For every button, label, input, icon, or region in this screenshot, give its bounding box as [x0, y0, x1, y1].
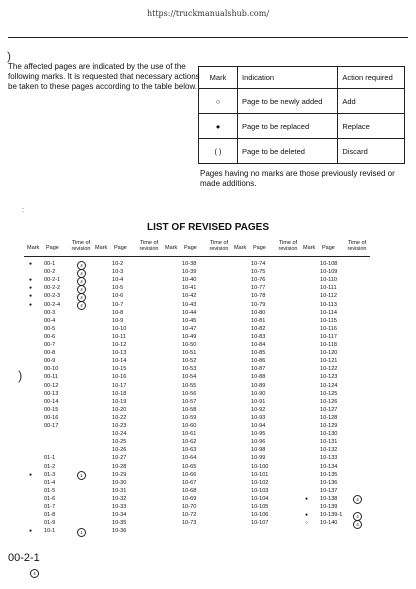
page-number: 10-140: [320, 520, 338, 527]
page-number: 10-44: [182, 309, 197, 316]
page-number: 10-104: [251, 495, 269, 502]
page-number: 10-116: [320, 325, 338, 332]
list-header-mark: Mark: [303, 245, 316, 251]
page-number: 10-63: [182, 447, 197, 454]
page-number: 10-129: [320, 423, 338, 429]
page-number: 10-73: [182, 520, 197, 527]
list-header-page: Page: [184, 245, 197, 251]
page-number: 10-36: [112, 528, 127, 535]
page-number: 10-106: [251, 512, 269, 519]
revision-badge: 1: [77, 471, 86, 480]
revision-badge: 1: [77, 528, 86, 537]
revision-badge: 4: [353, 520, 362, 529]
page-number: 10-86: [251, 358, 266, 365]
page-number: 10-7: [112, 301, 124, 308]
page-number: 10-38: [182, 261, 197, 267]
marks-action: Add: [338, 89, 405, 114]
revision-mark: ●: [29, 301, 33, 308]
page-number: 10-6: [112, 293, 124, 300]
marks-header-indication: Indication: [238, 67, 338, 89]
page-number: 10-55: [182, 382, 197, 389]
page-number: 10-9: [112, 317, 124, 324]
page-number: 00-13: [44, 390, 59, 397]
page-number: 00-2-4: [44, 301, 61, 308]
revision-mark: ●: [305, 512, 309, 519]
page-number: 00-5: [44, 325, 56, 332]
page-number: 10-84: [251, 342, 266, 348]
page-number: 10-40: [182, 277, 197, 284]
page-number: 10-20: [112, 406, 127, 413]
page-number: 10-72: [182, 512, 197, 519]
page-number: 00-12: [44, 382, 59, 389]
page-number: 10-96: [251, 439, 266, 446]
page-number: 10-10: [112, 325, 127, 332]
page-number: 10-115: [320, 317, 338, 324]
page-number: 10-19: [112, 398, 127, 405]
page-number: 10-45: [182, 317, 197, 324]
page-number: 00-10: [44, 366, 59, 373]
page-number: 00-2-3: [44, 293, 61, 300]
page-number: 10-79: [251, 301, 266, 308]
revision-mark: ●: [29, 261, 33, 267]
marks-action: Discard: [338, 139, 405, 164]
revision-badge: 4: [353, 512, 362, 521]
page-number: 10-68: [182, 487, 197, 494]
page-number: 10-51: [182, 350, 197, 357]
margin-mark: ): [18, 368, 23, 383]
page-number: 10-75: [251, 269, 266, 276]
marks-table-row: [199, 114, 405, 139]
page-number: 10-56: [182, 390, 197, 397]
page-number: 10-54: [182, 374, 197, 381]
page-number: 10-34: [112, 512, 127, 519]
new-page-mark: ○: [199, 89, 238, 114]
page-number: 10-25: [112, 439, 127, 446]
page-number: 10-41: [182, 285, 197, 292]
page-number: 10-39: [182, 269, 197, 276]
page-number: 00-7: [44, 342, 56, 348]
revision-badge: 4: [77, 277, 86, 286]
marks-indication: Page to be replaced: [238, 114, 338, 139]
list-header-time: Time of revision: [139, 240, 159, 252]
page-number: 01-4: [44, 479, 56, 486]
page-number: 10-17: [112, 382, 127, 389]
page-number: 10-126: [320, 398, 338, 405]
page-number: 10-66: [182, 471, 197, 478]
page-number: 10-124: [320, 382, 338, 389]
page-number: 10-131: [320, 439, 338, 446]
list-header-mark: Mark: [27, 245, 40, 251]
page-number: 10-136: [320, 479, 338, 486]
marks-indication: Page to be newly added: [238, 89, 338, 114]
page-number: 10-15: [112, 366, 127, 373]
list-header-page: Page: [46, 245, 59, 251]
page-number: 10-47: [182, 325, 197, 332]
page-number: 00-15: [44, 406, 59, 413]
list-header-page: Page: [114, 245, 127, 251]
page-number: 10-92: [251, 406, 266, 413]
marks-table: [198, 66, 405, 164]
page-number: 10-30: [112, 479, 127, 486]
page-number: 10-137: [320, 487, 338, 494]
page-number: 10-94: [251, 423, 266, 429]
page-number: 10-85: [251, 350, 266, 357]
page-number: 10-49: [182, 333, 197, 340]
page-number: 10-133: [320, 455, 338, 462]
page-number: 10-117: [320, 333, 338, 340]
list-header-mark: Mark: [234, 245, 247, 251]
intro-paragraph: The affected pages are indicated by the use of the following marks. It is requested that necessary actions be taken to these pages according to the table below.: [8, 62, 200, 91]
page-number: 10-100: [251, 463, 269, 470]
page-number: 01-7: [44, 504, 56, 510]
page-number: 10-60: [182, 423, 197, 429]
page-number: 10-111: [320, 285, 337, 292]
page-number: 10-114: [320, 309, 338, 316]
page-number: 10-110: [320, 277, 338, 284]
page-number: 10-57: [182, 398, 197, 405]
marks-note: Pages having no marks are those previously revised or made additions.: [200, 169, 395, 188]
footer-revision-badge: 4: [30, 569, 39, 578]
page-number: 10-13: [112, 350, 127, 357]
page-number: 10-59: [182, 414, 197, 421]
revision-mark: ●: [29, 528, 33, 535]
page-number: 10-52: [182, 358, 197, 365]
page-number: 10-134: [320, 463, 338, 470]
page-number: 10-35: [112, 520, 127, 527]
page-number: 10-12: [112, 342, 127, 348]
page-number: 10-101: [251, 471, 269, 478]
page-number: 10-108: [320, 261, 338, 267]
page-number: 10-76: [251, 277, 266, 284]
page-number: 10-8: [112, 309, 124, 316]
page-number: 10-16: [112, 374, 127, 381]
revision-mark: ●: [29, 471, 33, 478]
page-number: 01-1: [44, 455, 56, 462]
revision-badge: 4: [77, 285, 86, 294]
page-number: 10-42: [182, 293, 197, 300]
revision-mark: ●: [29, 293, 33, 300]
page-number: 10-78: [251, 293, 266, 300]
page-number: 01-9: [44, 520, 56, 527]
delete-page-mark: ( ): [199, 139, 238, 164]
page-number: 10-103: [251, 487, 269, 494]
page-number: 10-24: [112, 431, 127, 438]
page-number: 01-6: [44, 495, 56, 502]
page-number: 10-91: [251, 398, 266, 405]
replace-page-mark: ●: [199, 114, 238, 139]
page-number: 10-70: [182, 504, 197, 510]
revision-mark: ●: [29, 277, 33, 284]
page-number: 10-23: [112, 423, 127, 429]
list-header-time: Time of revision: [347, 240, 367, 252]
margin-mark: ): [7, 49, 11, 63]
page-number: 10-127: [320, 406, 338, 413]
page-number: 10-138: [320, 495, 338, 502]
page-number: 10-18: [112, 390, 127, 397]
marks-header-mark: Mark: [199, 67, 238, 89]
page-number: 10-135: [320, 471, 338, 478]
page-number: 10-77: [251, 285, 266, 292]
page-number: 10-99: [251, 455, 266, 462]
page-number: 10-3: [112, 269, 124, 276]
page-number: 10-123: [320, 374, 338, 381]
page-number: 00-2-1: [44, 277, 61, 284]
marks-table-header: [199, 67, 405, 89]
page-number: 10-29: [112, 471, 127, 478]
page-number: 00-14: [44, 398, 59, 405]
page-number: 00-6: [44, 333, 56, 340]
page-number: 10-120: [320, 350, 338, 357]
page-number: 10-64: [182, 455, 197, 462]
page-number: 01-2: [44, 463, 56, 470]
page-number: 10-65: [182, 463, 197, 470]
margin-mark: :: [22, 207, 24, 214]
revision-badge: 4: [77, 293, 86, 302]
page-number: 10-121: [320, 358, 338, 365]
page-number: 10-5: [112, 285, 124, 292]
page-number: 10-1: [44, 528, 56, 535]
revision-mark: ○: [305, 520, 309, 527]
page-number: 10-67: [182, 479, 197, 486]
list-header-mark: Mark: [165, 245, 178, 251]
page-number: 10-128: [320, 414, 338, 421]
page-number: 10-102: [251, 479, 269, 486]
page-number: 01-8: [44, 512, 56, 519]
marks-table-row: [199, 139, 405, 164]
page-number: 10-81: [251, 317, 266, 324]
marks-action: Replace: [338, 114, 405, 139]
page-number: 00-8: [44, 350, 56, 357]
page-number: 10-112: [320, 293, 338, 300]
revision-mark: ●: [29, 285, 33, 292]
list-header-time: Time of revision: [278, 240, 298, 252]
page-number: 10-43: [182, 301, 197, 308]
revision-badge: 4: [77, 269, 86, 278]
page-number: 10-53: [182, 366, 197, 373]
page-number: 00-17: [44, 423, 59, 429]
page-number: 10-130: [320, 431, 338, 438]
page-number: 10-62: [182, 439, 197, 446]
page-number: 00-1: [44, 261, 56, 267]
page-number: 00-16: [44, 414, 59, 421]
page-number: 10-93: [251, 414, 266, 421]
page-number: 10-113: [320, 301, 338, 308]
page-number: 10-69: [182, 495, 197, 502]
page-number: 10-89: [251, 382, 266, 389]
page-number: 00-3: [44, 309, 56, 316]
page-number: 10-139-1: [320, 512, 343, 519]
page-number: 10-95: [251, 431, 266, 438]
list-header-page: Page: [253, 245, 266, 251]
page-number: 00-9: [44, 358, 56, 365]
revision-mark: ●: [305, 495, 309, 502]
page-number: 01-3: [44, 471, 56, 478]
page-number: 00-4: [44, 317, 56, 324]
header-rule: [8, 37, 408, 38]
list-header-page: Page: [322, 245, 335, 251]
page-number: 10-98: [251, 447, 266, 454]
revision-badge: 4: [77, 261, 86, 270]
marks-indication: Page to be deleted: [238, 139, 338, 164]
list-header-mark: Mark: [95, 245, 108, 251]
page-number: 10-28: [112, 463, 127, 470]
page-number: 10-74: [251, 261, 266, 267]
marks-header-action: Action required: [338, 67, 405, 89]
page-number: 10-26: [112, 447, 127, 454]
page-number: 00-2-2: [44, 285, 61, 292]
page-number: 10-31: [112, 487, 127, 494]
revision-badge: 4: [77, 301, 86, 310]
page-number: 10-109: [320, 269, 338, 276]
marks-table-row: [199, 89, 405, 114]
page-number: 10-88: [251, 374, 266, 381]
page-number: 10-22: [112, 414, 127, 421]
list-title: LIST OF REVISED PAGES: [146, 222, 270, 233]
page-number: 10-80: [251, 309, 266, 316]
page-number: 10-105: [251, 504, 269, 510]
page-number: 10-118: [320, 342, 338, 348]
page-number: 10-2: [112, 261, 124, 267]
page-number: 10-90: [251, 390, 266, 397]
revision-badge: 4: [353, 495, 362, 504]
page-number: 10-87: [251, 366, 266, 373]
page-number: 10-33: [112, 504, 127, 510]
page-number: 10-14: [112, 358, 127, 365]
page-number: 10-32: [112, 495, 127, 502]
page-number: 10-122: [320, 366, 338, 373]
page-number: 01-5: [44, 487, 56, 494]
page-number: 10-83: [251, 333, 266, 340]
page-number: 00-11: [44, 374, 58, 381]
page-number: 10-132: [320, 447, 338, 454]
page-number: 10-58: [182, 406, 197, 413]
page-number: 10-27: [112, 455, 127, 462]
page-number: 10-11: [112, 333, 126, 340]
page-number: 10-107: [251, 520, 269, 527]
page-number: 00-2: [44, 269, 56, 276]
page-number: 10-139: [320, 504, 338, 510]
page-number: 10-50: [182, 342, 197, 348]
source-url: https://truckmanualshub.com/: [146, 9, 270, 18]
page-number: 10-82: [251, 325, 266, 332]
footer-page-number: 00-2-1: [8, 552, 40, 564]
page-number: 10-61: [182, 431, 197, 438]
page-number: 10-4: [112, 277, 124, 284]
list-header-rule: [24, 256, 370, 257]
list-header-time: Time of revision: [209, 240, 229, 252]
page-number: 10-125: [320, 390, 338, 397]
list-header-time: Time of revision: [71, 240, 91, 252]
